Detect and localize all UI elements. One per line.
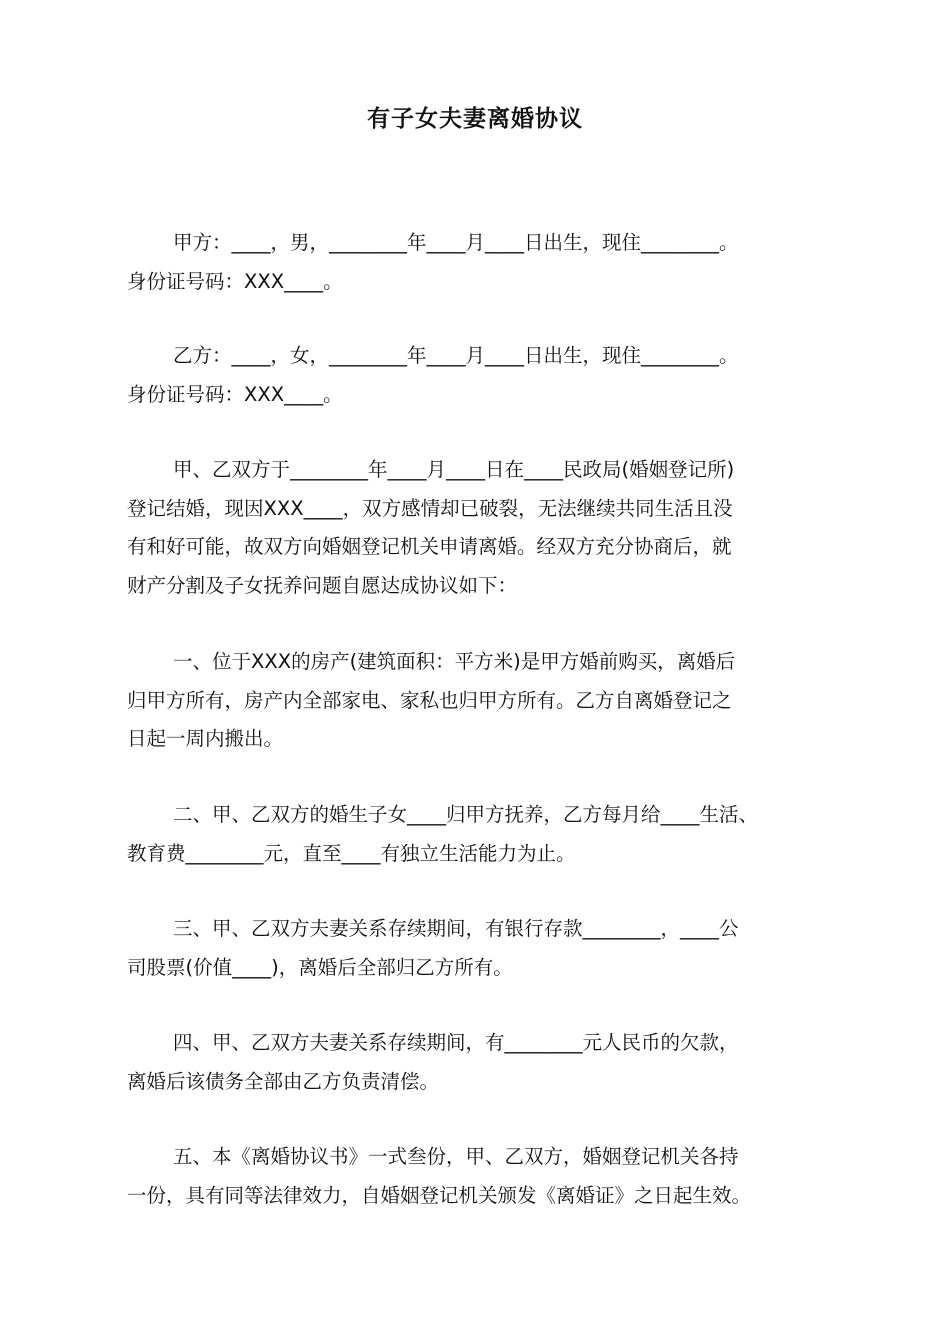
paragraph-line: 离婚后该债务全部由乙方负责清偿。 [127, 1069, 440, 1093]
paragraph-line: 财产分割及子女抚养问题自愿达成协议如下： [127, 573, 518, 597]
paragraph-line: 登记结婚，现因XXX____，双方感情却已破裂，无法继续共同生活且没 [127, 496, 733, 520]
paragraph-line: 乙方：____，女，________年____月____日出生，现住________。 [173, 344, 739, 367]
clause-1-paragraph [127, 643, 847, 759]
document-title: 有子女夫妻离婚协议 [367, 106, 583, 132]
party-b-paragraph [127, 337, 847, 414]
paragraph-line: 日起一周内搬出。 [127, 727, 284, 750]
paragraph-line: 四、甲、乙双方夫妻关系存续期间，有________元人民币的欠款， [173, 1031, 739, 1054]
paragraph-line: 甲方：____，男，________年____月____日出生，现住________。 [173, 231, 739, 254]
paragraph-line: 教育费________元，直至____有独立生活能力为止。 [127, 841, 576, 865]
paragraph-line: 身份证号码：XXX____。 [127, 382, 343, 406]
paragraph-line: 司股票(价值____)，离婚后全部归乙方所有。 [127, 955, 513, 979]
marriage-background-paragraph [127, 451, 847, 605]
paragraph-line: 五、本《离婚协议书》一式叁份，甲、乙双方，婚姻登记机关各持 [173, 1145, 739, 1168]
paragraph-line: 一、位于XXX的房产(建筑面积：平方米)是甲方婚前购买，离婚后 [173, 650, 736, 673]
party-a-paragraph [127, 224, 847, 301]
paragraph-line: 有和好可能，故双方向婚姻登记机关申请离婚。经双方充分协商后，就 [127, 535, 732, 558]
paragraph-line: 二、甲、乙双方的婚生子女____归甲方抚养，乙方每月给____生活、 [173, 803, 759, 826]
clause-5-paragraph [127, 1138, 847, 1215]
clause-3-paragraph [127, 910, 847, 987]
clause-2-paragraph [127, 796, 847, 873]
paragraph-line: 归甲方所有，房产内全部家电、家私也归甲方所有。乙方自离婚登记之 [127, 688, 732, 712]
paragraph-line: 身份证号码：XXX____。 [127, 269, 343, 293]
paragraph-line: 一份，具有同等法律效力，自婚姻登记机关颁发《离婚证》之日起生效。 [127, 1183, 752, 1207]
paragraph-line: 三、甲、乙双方夫妻关系存续期间，有银行存款________，____公 [173, 917, 739, 940]
clause-4-paragraph [127, 1024, 847, 1101]
paragraph-line: 甲、乙双方于________年____月____日在____民政局(婚姻登记所) [173, 458, 735, 481]
